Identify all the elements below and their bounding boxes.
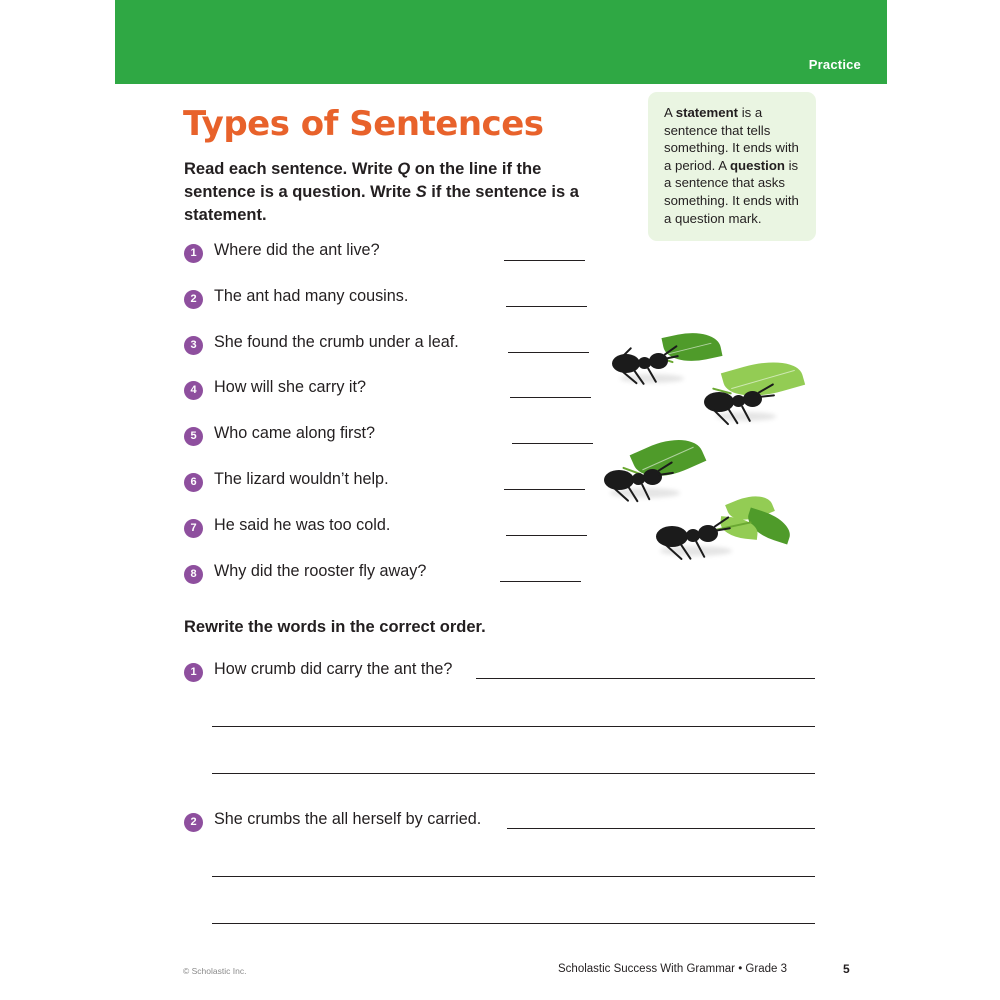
answer-blank-1[interactable]	[504, 260, 585, 261]
question-number: 7	[184, 519, 203, 538]
tip-bold-question: question	[730, 157, 785, 173]
writing-line-2b[interactable]	[212, 876, 815, 877]
question-text: The ant had many cousins.	[214, 286, 409, 305]
tip-part-2: is a sentence that tells something. It ends with a period. A	[664, 105, 799, 173]
rewrite-number: 1	[184, 663, 203, 682]
question-text: The lizard wouldn’t help.	[214, 469, 389, 488]
directions-part-2: on the line if the sentence is a question. Write	[184, 160, 542, 201]
rewrite-text: How crumb did carry the ant the?	[214, 660, 453, 678]
rewrite-row	[184, 808, 824, 958]
directions-italic-s: S	[415, 183, 427, 201]
practice-label: Practice	[808, 57, 861, 72]
directions-italic-q: Q	[397, 160, 411, 178]
question-text: Where did the ant live?	[214, 241, 380, 259]
tip-box	[648, 92, 816, 241]
question-row	[184, 377, 604, 423]
question-text: Why did the rooster fly away?	[214, 561, 427, 580]
question-number: 2	[184, 290, 203, 309]
answer-blank-7[interactable]	[506, 535, 587, 536]
question-number: 8	[184, 565, 203, 584]
page-number: 5	[843, 962, 850, 976]
question-text: How will she carry it?	[214, 378, 367, 397]
answer-blank-3[interactable]	[508, 352, 589, 353]
rewrite-text: She crumbs the all herself by carried.	[214, 810, 482, 828]
question-number: 6	[184, 473, 203, 492]
question-text: Who came along first?	[214, 424, 376, 443]
ant-2	[696, 362, 816, 432]
rewrite-number: 2	[184, 813, 203, 832]
question-row	[184, 469, 604, 515]
question-list	[184, 240, 604, 606]
writing-line-2c[interactable]	[212, 923, 815, 924]
question-row	[184, 515, 604, 561]
answer-blank-6[interactable]	[504, 489, 585, 490]
question-text: He said he was too cold.	[214, 515, 391, 534]
rewrite-section	[184, 658, 824, 958]
answer-blank-8[interactable]	[500, 581, 581, 582]
page-title: Types of Sentences	[183, 104, 544, 144]
header-band	[115, 0, 887, 84]
directions-part-1: Read each sentence. Write	[184, 160, 398, 178]
writing-line-2a[interactable]	[507, 828, 815, 829]
answer-blank-5[interactable]	[512, 443, 593, 444]
question-number: 1	[184, 244, 203, 263]
writing-line-1a[interactable]	[476, 678, 815, 679]
question-number: 5	[184, 427, 203, 446]
directions-text	[184, 158, 594, 227]
answer-blank-2[interactable]	[506, 306, 587, 307]
question-text: She found the crumb under a leaf.	[214, 332, 459, 351]
ant-4	[650, 490, 800, 560]
tip-bold-statement: statement	[675, 105, 739, 120]
footer-book-title: Scholastic Success With Grammar • Grade 3	[558, 963, 787, 975]
question-row	[184, 240, 604, 286]
rewrite-row	[184, 658, 824, 808]
ants-illustration	[600, 300, 830, 570]
answer-blank-4[interactable]	[510, 397, 591, 398]
tip-part-3: is a sentence that asks something. It ends with a question mark.	[664, 157, 799, 226]
question-row	[184, 286, 604, 332]
writing-line-1b[interactable]	[212, 726, 815, 727]
directions-part-3: if the sentence is a statement.	[184, 183, 579, 224]
copyright-text: © Scholastic Inc.	[183, 966, 247, 976]
question-number: 4	[184, 381, 203, 400]
question-row	[184, 423, 604, 469]
question-number: 3	[184, 336, 203, 355]
section-subheading: Rewrite the words in the correct order.	[184, 618, 486, 636]
question-row	[184, 561, 604, 607]
question-row	[184, 332, 604, 378]
tip-part-1: A	[664, 105, 676, 120]
writing-line-1c[interactable]	[212, 773, 815, 774]
